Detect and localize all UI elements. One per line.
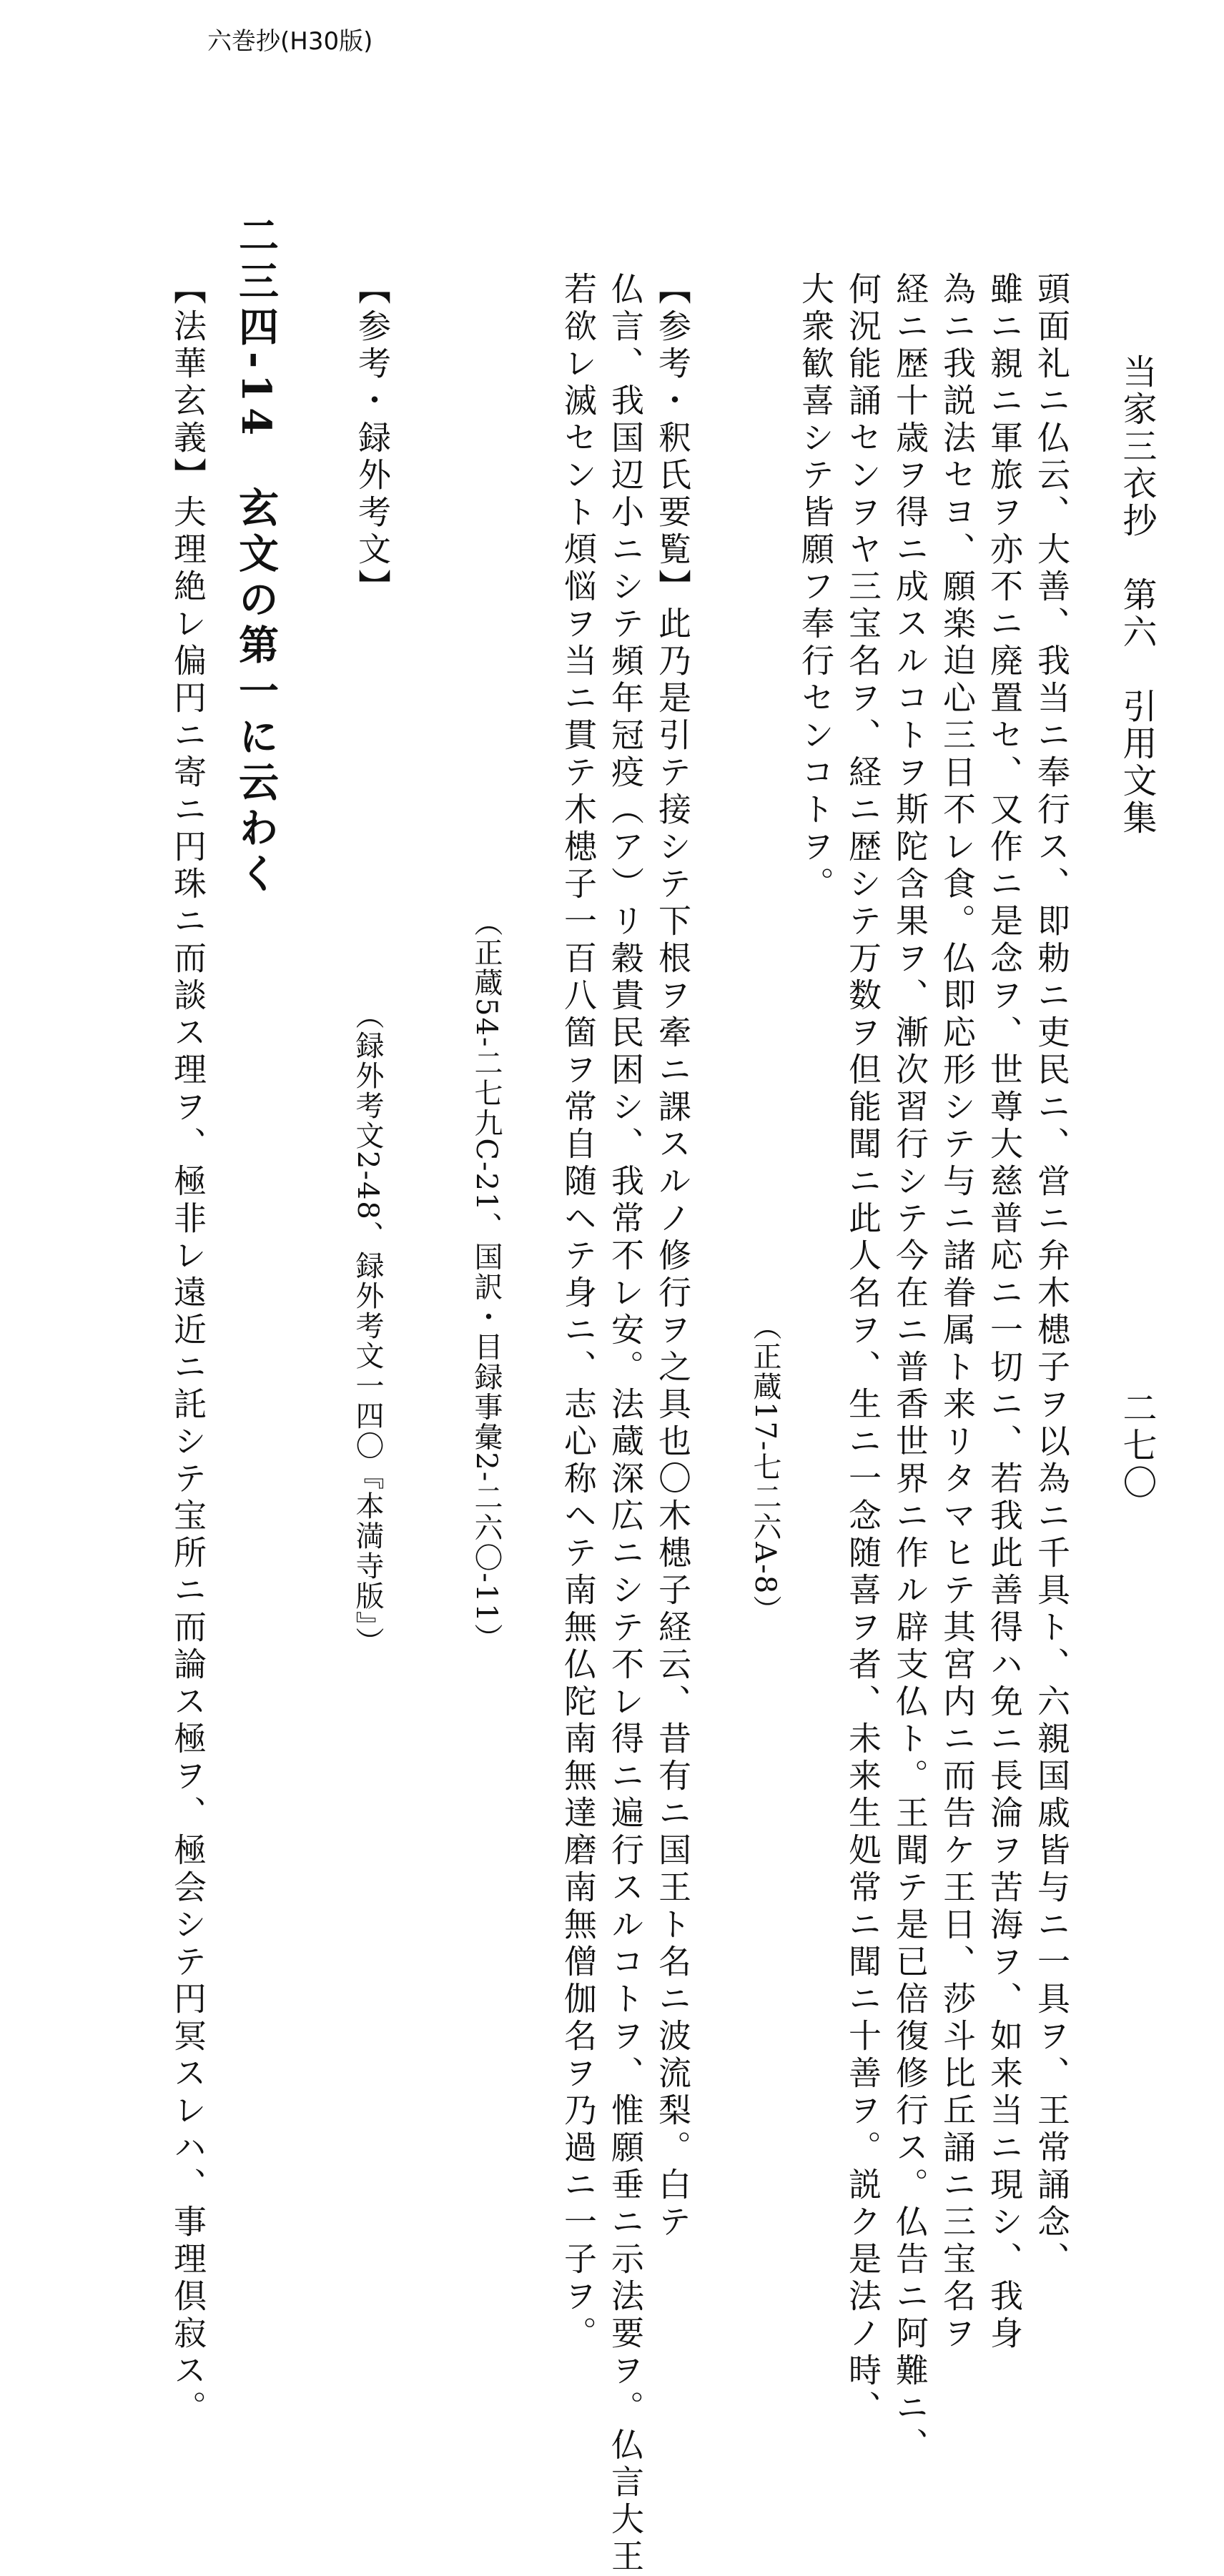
text-column-5: 何況能誦センヲヤ三宝名ヲ、経ニ歴シテ万数ヲ但能聞ニ此人名ヲ、生ニ一念随喜ヲ者、未来生処常ニ聞ニ十善ヲ。説ク是法ノ時、	[844, 272, 882, 2427]
text-column-3: 為ニ我説法セヨ、願楽迫心三日不レ食。仏即応形シテ与ニ諸眷属ト来リタマヒテ其宮内ニ而告ケ王日、莎斗比丘誦ニ三宝名ヲ	[938, 272, 977, 2353]
text-column-4: 経ニ歴十歳ヲ得ニ成スルコトヲ斯陀含果ヲ、漸次習行シテ今在ニ普香世界ニ作ル辟支仏ト。王聞テ是已倍復修行ス。仏告ニ阿難ニ、	[891, 272, 929, 2464]
text-column-2: 雖ニ親ニ軍旅ヲ亦不ニ廃置セ、又作ニ是念ヲ、世尊大慈普応ニ一切ニ、若我此善得ハ免ニ長淪ヲ苦海ヲ、如来当ニ現シ、我身	[985, 272, 1024, 2353]
text-column-6: 大衆歓喜シテ皆願フ奉行センコトヲ。	[796, 272, 835, 903]
citation-rokuge-kobun: （録外考文2-48、録外考文一四〇『本満寺版』）	[351, 1001, 384, 1657]
citation-shozo-54: （正蔵54-二七九C-21、国訳・目録事彙2-二六〇-11）	[470, 908, 503, 1653]
document-header-label: 六巻抄(H30版)	[207, 27, 373, 56]
citation-shozo-17: （正蔵17-七二六A-8）	[749, 1312, 781, 1625]
text-column-8: 【参考・釈氏要覧】此乃是引テ接シテ下根ヲ牽ニ課スルノ修行ヲ之具也〇木槵子経云、昔有ニ国王ト名ニ波流梨。白テ	[653, 272, 692, 2241]
running-head-title: 当家三衣抄 第六 引用文集	[1117, 354, 1157, 837]
text-column-1: 頭面礼ニ仏云、大善、我当ニ奉行ス、即勅ニ吏民ニ、営ニ弁木槵子ヲ以為ニ千具ト、六親国戚皆与ニ一具ヲ、王常誦念、	[1032, 272, 1071, 2279]
reference-rokuge-kobun: 【参考・録外考文】	[353, 272, 392, 606]
text-column-9: 仏言、我国辺小ニシテ頻年冠疫（ア）リ穀貴民困シ、我常不レ安。法蔵深広ニシテ不レ得ニ遍行スルコトヲ、惟願垂ニ示法要ヲ。仏言大王	[606, 272, 645, 2576]
page-number: 二七〇	[1117, 1390, 1157, 1502]
text-column-hokke-gengi: 【法華玄義】夫理絶レ偏円ニ寄ニ円珠ニ而談ス理ヲ、極非レ遠近ニ託シテ宝所ニ而論ス極ヲ、極会シテ円冥スレハ、事理倶寂ス。	[169, 272, 207, 2427]
text-column-10: 若欲レ滅セント煩悩ヲ当ニ貫テ木槵子一百八箇ヲ常自随ヘテ身ニ、志心称ヘテ南無仏陀南無達磨南無僧伽名ヲ乃過ニ一子ヲ。	[559, 272, 598, 2353]
section-heading: 二三四-14 玄文の第一に云わく	[232, 214, 280, 899]
